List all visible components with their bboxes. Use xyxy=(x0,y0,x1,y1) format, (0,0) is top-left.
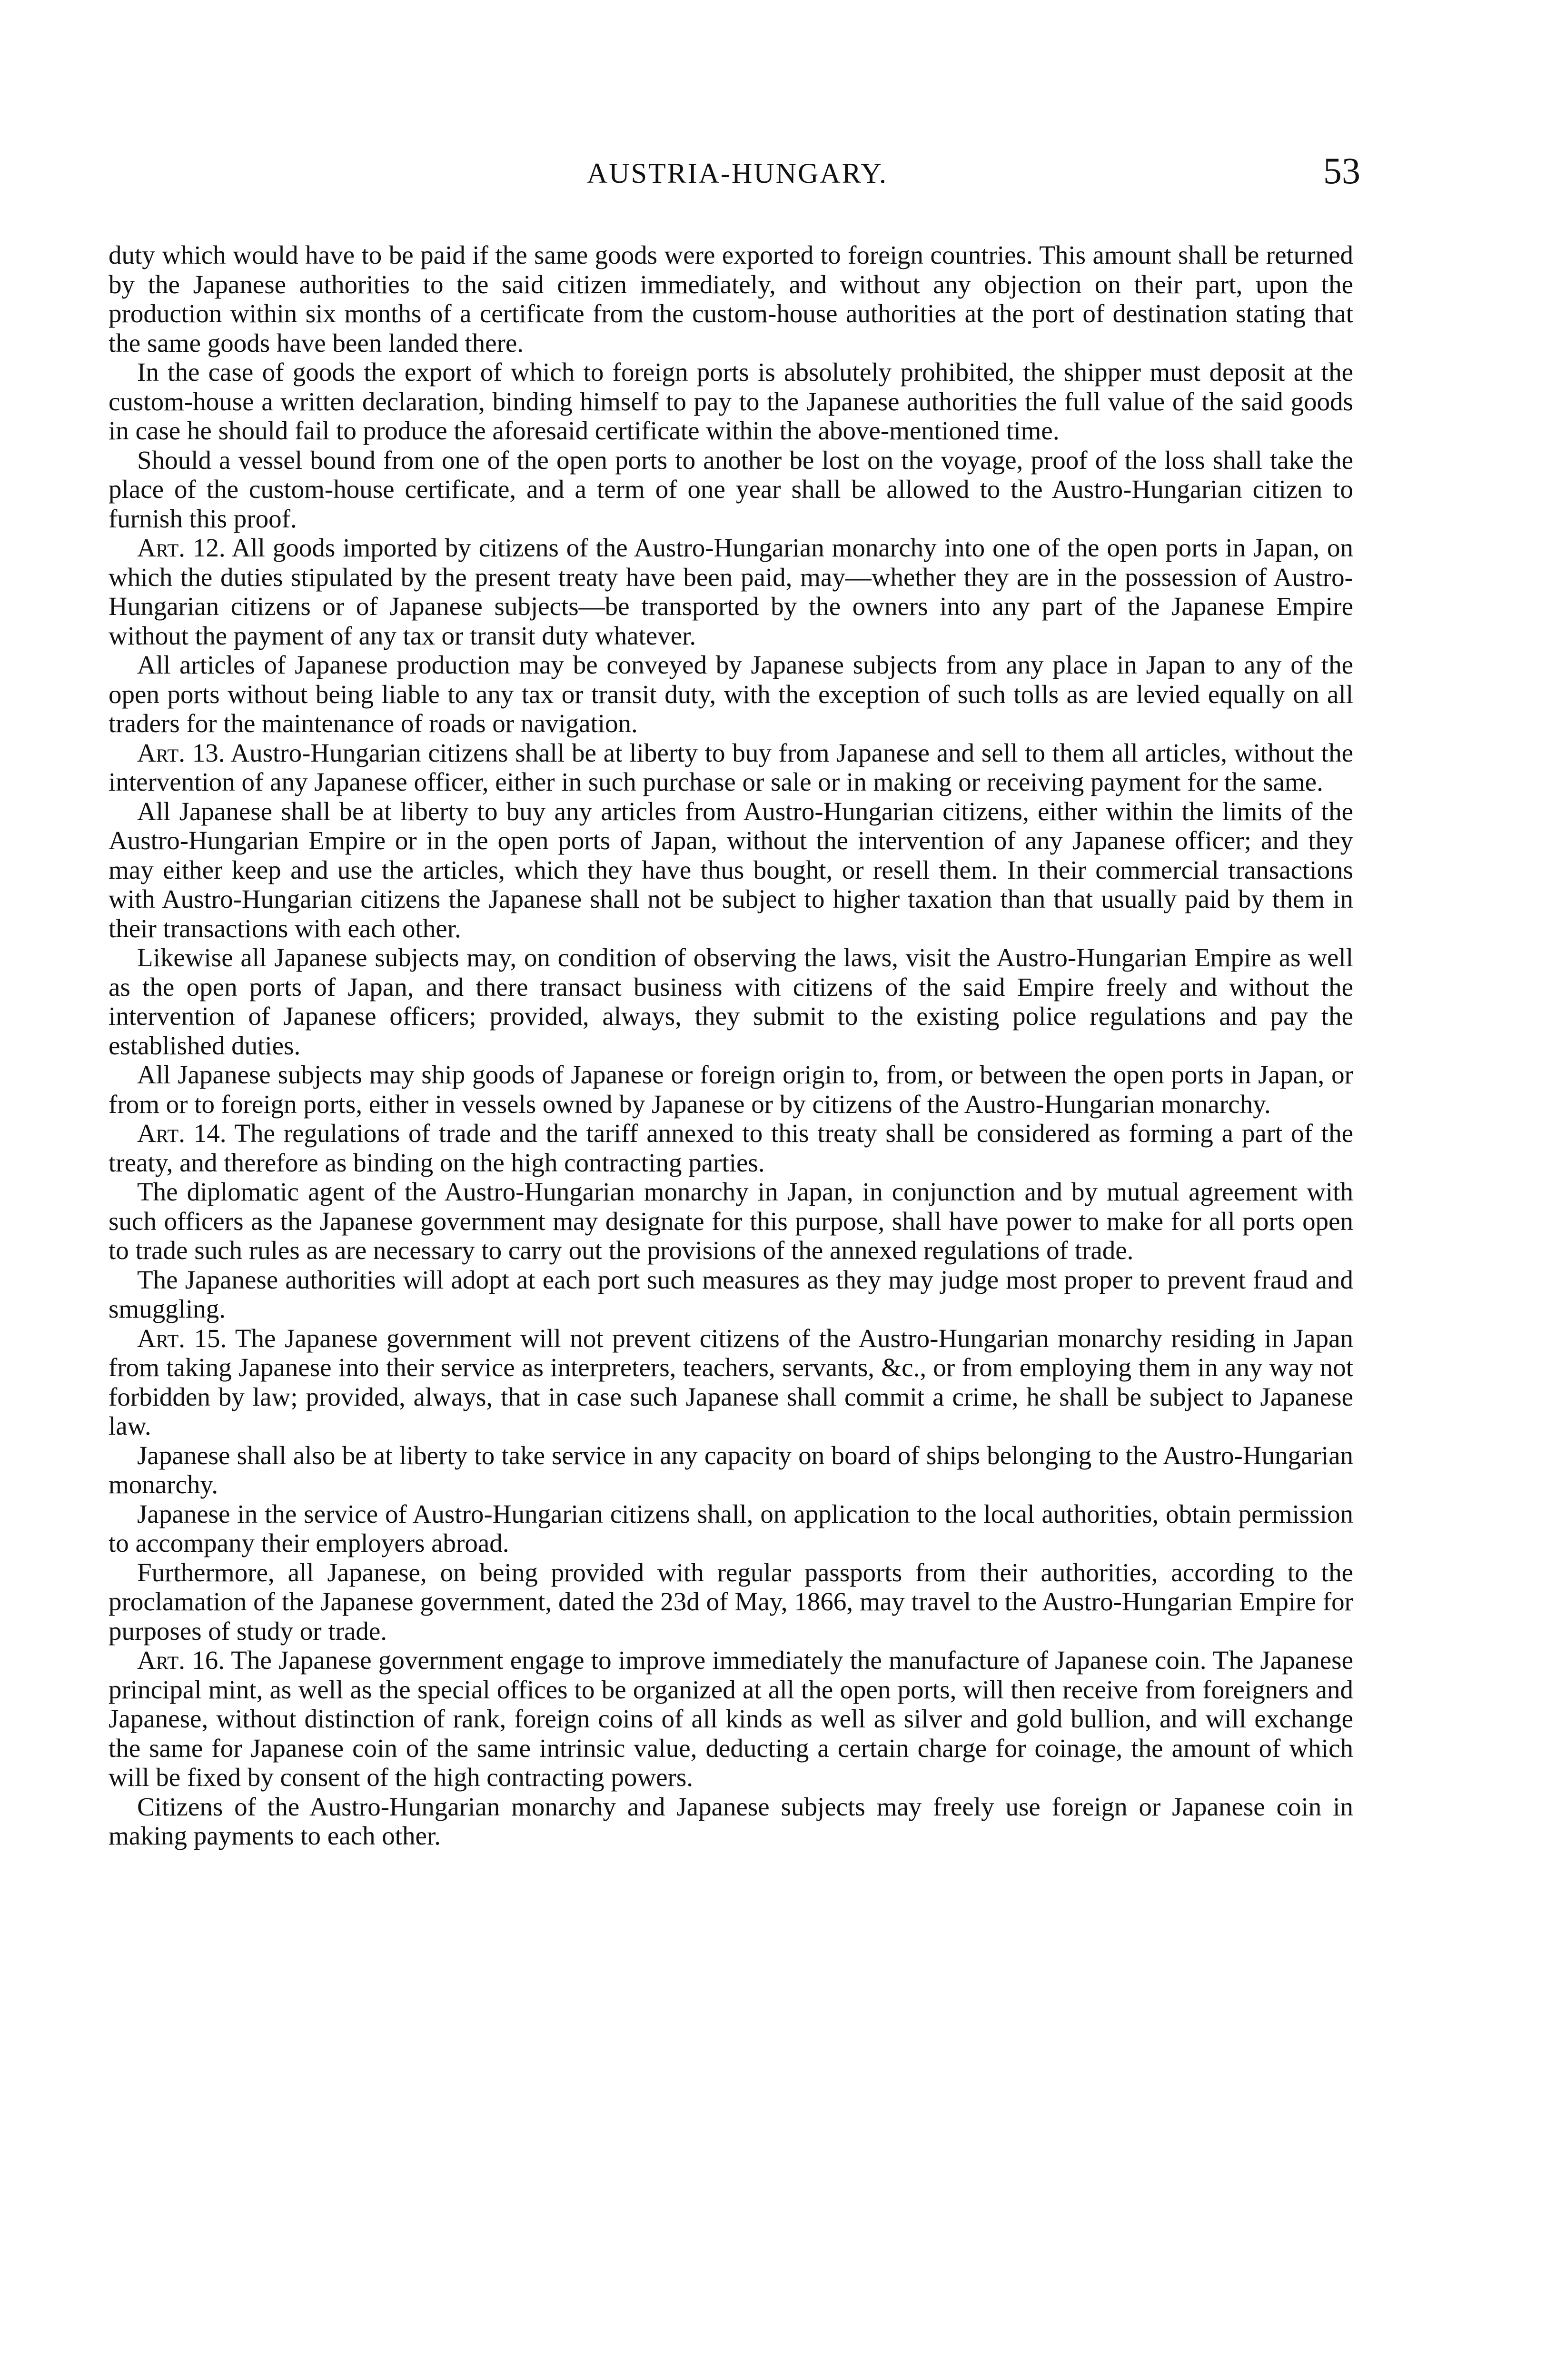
paragraph-text: duty which would have to be paid if the same goods were exported to foreign countries. This amount shall be returned by the Japanese authorities to the said citizen immediately, and without any objection on their part, upon the production within six months of a certificate from the custom-house authorities at the port of destination stating that the same goods have been landed there. xyxy=(109,240,1353,357)
paragraph-article-12 xyxy=(109,533,1353,650)
paragraph xyxy=(109,240,1353,357)
paragraph-text: Austro-Hungarian citizens shall be at liberty to buy from Japanese and sell to them all articles, without the intervention of any Japanese officer, either in such purchase or sale or in making or receiving payment for the same. xyxy=(109,738,1353,796)
page-number: 53 xyxy=(1323,150,1360,191)
article-label: Art. 13. xyxy=(137,738,225,767)
paragraph xyxy=(109,650,1353,738)
paragraph xyxy=(109,1792,1353,1851)
paragraph-text: The Japanese government will not prevent citizens of the Austro-Hungarian monarchy residing in Japan from taking Japanese into their service as interpreters, teachers, servants, &c., or from employing them in any way not forbidden by law; provided, always, that in case such Japanese shall commit a crime, he shall be subject to Japanese law. xyxy=(109,1323,1354,1440)
paragraph xyxy=(109,797,1353,943)
treaty-text xyxy=(109,240,1353,1851)
paragraph xyxy=(109,943,1353,1060)
article-label: Art. 14. xyxy=(137,1119,227,1148)
article-label: Art. 12. xyxy=(137,533,226,562)
paragraph-text: The regulations of trade and the tariff annexed to this treaty shall be considered as forming a part of the treaty, and therefore as binding on the high contracting parties. xyxy=(109,1119,1353,1177)
paragraph-text: Should a vessel bound from one of the open ports to another be lost on the voyage, proof of the loss shall take the place of the custom-house certificate, and a term of one year shall be allowed to the Austro-Hungarian citizen to furnish this proof. xyxy=(109,445,1353,533)
paragraph xyxy=(109,357,1353,446)
paragraph-text: The Japanese authorities will adopt at each port such measures as they may judge most proper to prevent fraud and smuggling. xyxy=(109,1265,1353,1323)
article-label: Art. 15. xyxy=(137,1323,227,1353)
paragraph xyxy=(109,1441,1353,1499)
paragraph-text: All goods imported by citizens of the Austro-Hungarian monarchy into one of the open ports in Japan, on which the duties stipulated by the present treaty have been paid, may—whether they are in the possession of Austro-Hungarian citizens or of Japanese subjects—be transported by the owners into any part of the Japanese Empire without the payment of any tax or transit duty whatever. xyxy=(109,533,1354,650)
paragraph-text: Japanese shall also be at liberty to take service in any capacity on board of ships belonging to the Austro-Hungarian monarchy. xyxy=(109,1440,1353,1499)
paragraph-text: The diplomatic agent of the Austro-Hungarian monarchy in Japan, in conjunction and by mutual agreement with such officers as the Japanese government may designate for this purpose, shall have power to make for all ports open to trade such rules as are necessary to carry out the provisions of the annexed regulations of trade. xyxy=(109,1177,1353,1265)
paragraph xyxy=(109,446,1353,534)
paragraph-text: Likewise all Japanese subjects may, on condition of observing the laws, visit the Austro-Hungarian Empire as well as the open ports of Japan, and there transact business with citizens of the said Empire freely and without the intervention of Japanese officers; provided, always, they submit to the existing police regulations and pay the established duties. xyxy=(109,943,1353,1060)
paragraph-text: Furthermore, all Japanese, on being provided with regular passports from their authorities, according to the proclamation of the Japanese government, dated the 23d of May, 1866, may travel to the Austro-Hungarian Empire for purposes of study or trade. xyxy=(109,1557,1353,1646)
paragraph xyxy=(109,1177,1353,1265)
paragraph-article-14 xyxy=(109,1119,1353,1177)
paragraph-text: All Japanese subjects may ship goods of Japanese or foreign origin to, from, or between the open ports in Japan, or from or to foreign ports, either in vessels owned by Japanese or by citizens of the Austro-Hungarian monarchy. xyxy=(109,1060,1353,1119)
paragraph-text: Japanese in the service of Austro-Hungarian citizens shall, on application to the local authorities, obtain permission to accompany their employers abroad. xyxy=(109,1499,1353,1557)
running-title: AUSTRIA-HUNGARY. xyxy=(587,158,888,189)
paragraph-article-15 xyxy=(109,1324,1353,1441)
article-label: Art. 16. xyxy=(137,1646,225,1675)
paragraph xyxy=(109,1558,1353,1646)
paragraph-text: The Japanese government engage to improve immediately the manufacture of Japanese coin. The Japanese principal mint, as well as the special offices to be organized at all the open ports, will then receive from foreigners and Japanese, without distinction of rank, foreign coins of all kinds as well as silver and gold bullion, and will exchange the same for Japanese coin of the same intrinsic value, deducting a certain charge for coinage, the amount of which will be fixed by consent of the high contracting powers. xyxy=(109,1646,1353,1792)
paragraph-text: Citizens of the Austro-Hungarian monarchy and Japanese subjects may freely use foreign or Japanese coin in making payments to each other. xyxy=(109,1792,1353,1850)
paragraph xyxy=(109,1265,1353,1324)
page-header xyxy=(114,150,1360,209)
paragraph-article-13 xyxy=(109,738,1353,797)
paragraph xyxy=(109,1060,1353,1119)
paragraph-article-16 xyxy=(109,1646,1353,1792)
paragraph xyxy=(109,1499,1353,1558)
paragraph-text: All articles of Japanese production may be conveyed by Japanese subjects from any place in Japan to any of the open ports without being liable to any tax or transit duty, with the exception of such tolls as are levied equally on all traders for the maintenance of roads or navigation. xyxy=(109,650,1353,738)
paragraph-text: In the case of goods the export of which to foreign ports is absolutely prohibited, the shipper must deposit at the custom-house a written declaration, binding himself to pay to the Japanese authorities the full value of the said goods in case he should fail to produce the aforesaid certificate within the above-mentioned time. xyxy=(109,357,1353,445)
paragraph-text: All Japanese shall be at liberty to buy any articles from Austro-Hungarian citizens, either within the limits of the Austro-Hungarian Empire or in the open ports of Japan, without the intervention of any Japanese officer; and they may either keep and use the articles, which they have thus bought, or resell them. In their commercial transactions with Austro-Hungarian citizens the Japanese shall not be subject to higher taxation than that usually paid by them in their transactions with each other. xyxy=(109,796,1353,943)
